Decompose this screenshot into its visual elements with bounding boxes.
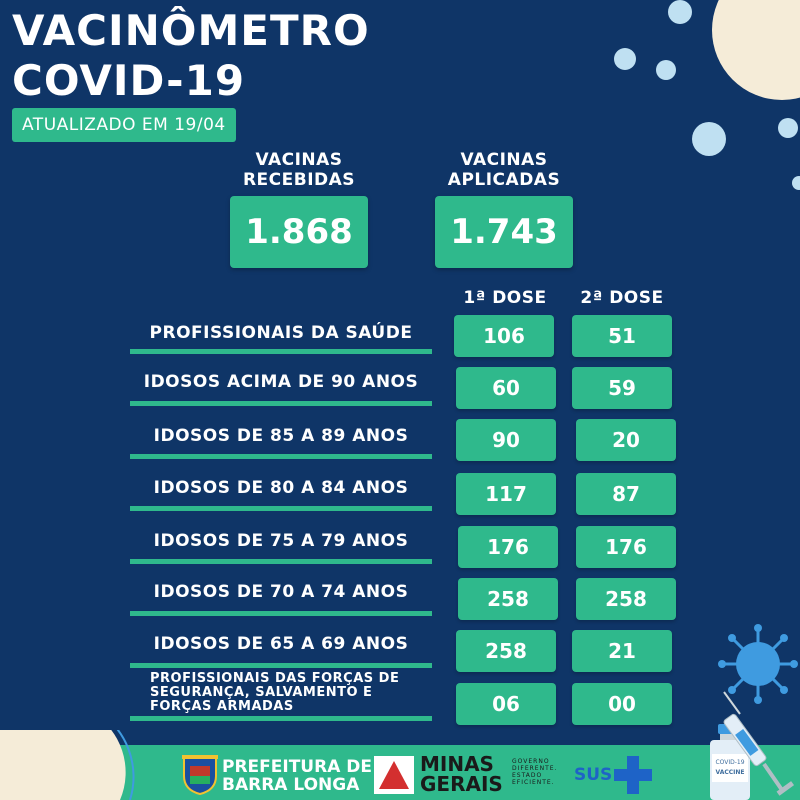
dose2-cell: 87 [576,473,676,515]
prefeitura-line-2: BARRA LONGA [222,775,360,795]
dose2-cell: 20 [576,419,676,461]
slogan-line-1: GOVERNO [512,758,550,765]
crest-icon [180,752,220,796]
vial-label-line-1: COVID-19 [715,759,745,766]
dose2-cell: 51 [572,315,672,357]
prefeitura-name [222,758,372,794]
slogan-line-3: ESTADO [512,772,543,779]
row-divider [130,663,432,668]
row-divider [130,506,432,511]
applied-label-line-1: VACINAS [460,150,548,170]
applied-value: 1.743 [435,196,573,268]
row-divider [130,559,432,564]
dose2-cell: 176 [576,526,676,568]
row-label: IDOSOS DE 80 A 84 ANOS [153,478,409,498]
row-divider [130,454,432,459]
dose1-cell: 106 [454,315,554,357]
received-value: 1.868 [230,196,368,268]
slogan-line-4: EFICIENTE. [512,779,555,786]
row-divider [130,611,432,616]
dose1-header: 1ª DOSE [463,288,547,308]
dose1-cell: 90 [456,419,556,461]
dose2-cell: 258 [576,578,676,620]
row-label: IDOSOS DE 75 A 79 ANOS [153,531,409,551]
minas-line-1: MINAS [420,752,494,776]
dose2-cell: 00 [572,683,672,725]
dose1-cell: 06 [456,683,556,725]
updated-badge: ATUALIZADO EM 19/04 [12,108,236,142]
page-title [12,6,370,106]
minas-line-2: GERAIS [420,772,503,796]
received-label [230,150,368,190]
dose2-cell: 21 [572,630,672,672]
row-divider [130,716,432,721]
row-label: IDOSOS DE 65 A 69 ANOS [153,634,409,654]
moon-decoration [712,0,800,100]
sus-logo-text: SUS [574,765,613,785]
bubble-decoration [792,176,800,190]
dose2-header: 2ª DOSE [580,288,664,308]
dose1-cell: 176 [458,526,558,568]
bubble-decoration [692,122,726,156]
dose2-cell: 59 [572,367,672,409]
circle-decoration [0,730,140,800]
row-label: IDOSOS DE 70 A 74 ANOS [153,582,409,602]
row-divider [130,349,432,354]
row-label-line-1: PROFISSIONAIS DAS FORÇAS DE [150,671,400,686]
received-label-line-2: RECEBIDAS [242,170,356,190]
minas-triangle-icon [374,756,414,794]
prefeitura-line-1: PREFEITURA DE [222,757,373,777]
title-line-1: VACINÔMETRO [12,6,370,55]
bubble-decoration [656,60,676,80]
slogan-line-2: DIFERENTE. [512,765,558,772]
row-label-line-2: SEGURANÇA, SALVAMENTO E [150,685,373,700]
title-line-2: COVID-19 [12,56,246,105]
row-label: PROFISSIONAIS DA SAÚDE [149,323,413,343]
minas-gerais-name [420,754,503,794]
row-divider [130,401,432,406]
received-label-line-1: VACINAS [255,150,343,170]
sus-cross-icon [612,754,654,796]
applied-label-line-2: APLICADAS [447,170,561,190]
row-label: IDOSOS DE 85 A 89 ANOS [153,426,409,446]
dose1-cell: 258 [456,630,556,672]
bubble-decoration [614,48,636,70]
dose1-cell: 258 [458,578,558,620]
bubble-decoration [778,118,798,138]
row-label: IDOSOS ACIMA DE 90 ANOS [143,372,419,392]
syringe-icon [720,690,800,800]
bubble-decoration [668,0,692,24]
row-label-line-3: FORÇAS ARMADAS [150,699,294,714]
dose1-cell: 60 [456,367,556,409]
applied-label [435,150,573,190]
governo-slogan [512,758,557,786]
dose1-cell: 117 [456,473,556,515]
row-label [150,672,432,714]
vial-label-line-2: VACCINE [715,769,745,776]
